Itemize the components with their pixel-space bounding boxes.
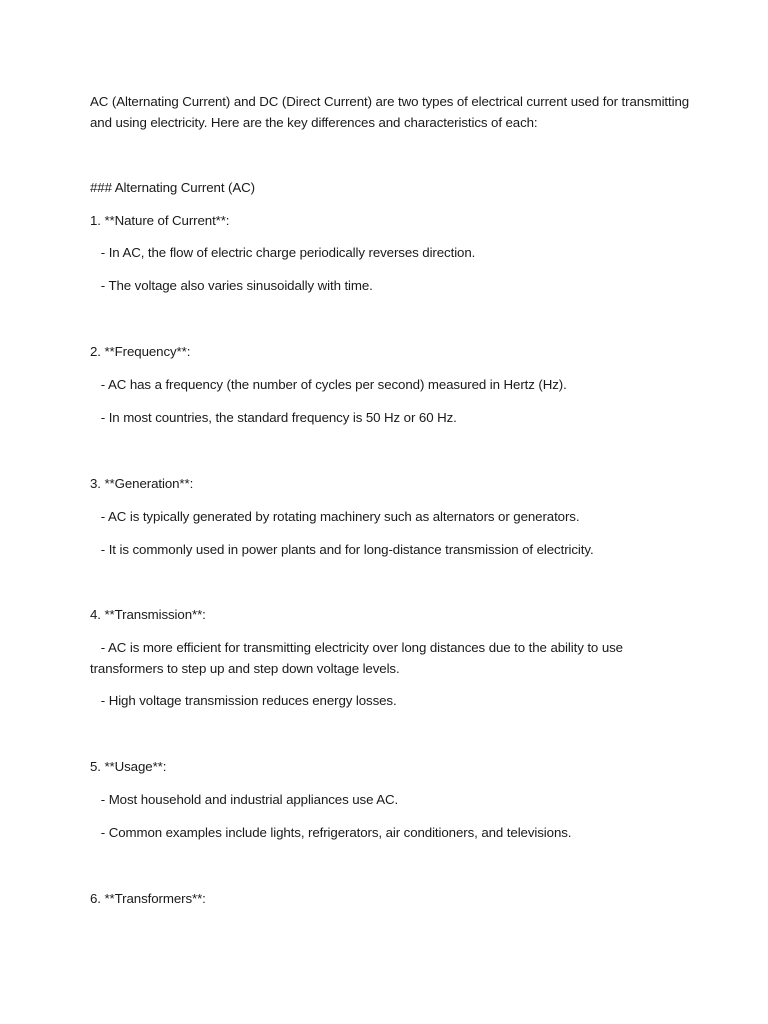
section-heading: ### Alternating Current (AC) [90,180,255,195]
item-bullet: - High voltage transmission reduces energy losses. [90,693,397,708]
item-bullet: - AC is typically generated by rotating machinery such as alternators or generators. [90,509,580,524]
item-heading-nature: 1. **Nature of Current**: [90,213,230,228]
item-heading-generation: 3. **Generation**: [90,476,194,491]
intro-text-line-1: AC (Alternating Current) and DC (Direct Current) are two types of electrical current used for transmitting [90,94,690,109]
item-bullet: - The voltage also varies sinusoidally with time. [90,278,373,293]
item-heading-usage: 5. **Usage**: [90,759,167,774]
item-bullet: - AC has a frequency (the number of cycles per second) measured in Hertz (Hz). [90,377,567,392]
item-heading-frequency: 2. **Frequency**: [90,344,191,359]
item-bullet: - It is commonly used in power plants and for long-distance transmission of electricity. [90,542,594,557]
intro-text-line-2: and using electricity. Here are the key differences and characteristics of each: [90,115,538,130]
item-heading-transformers: 6. **Transformers**: [90,891,206,906]
item-bullet: - Most household and industrial appliances use AC. [90,792,399,807]
item-bullet-continuation: transformers to step up and step down voltage levels. [90,661,400,676]
item-bullet: - In AC, the flow of electric charge periodically reverses direction. [90,245,476,260]
item-bullet: - In most countries, the standard frequency is 50 Hz or 60 Hz. [90,410,457,425]
item-heading-transmission: 4. **Transmission**: [90,607,206,622]
item-bullet: - Common examples include lights, refrigerators, air conditioners, and televisions. [90,825,572,840]
item-bullet: - AC is more efficient for transmitting electricity over long distances due to the ability to use [90,640,623,655]
